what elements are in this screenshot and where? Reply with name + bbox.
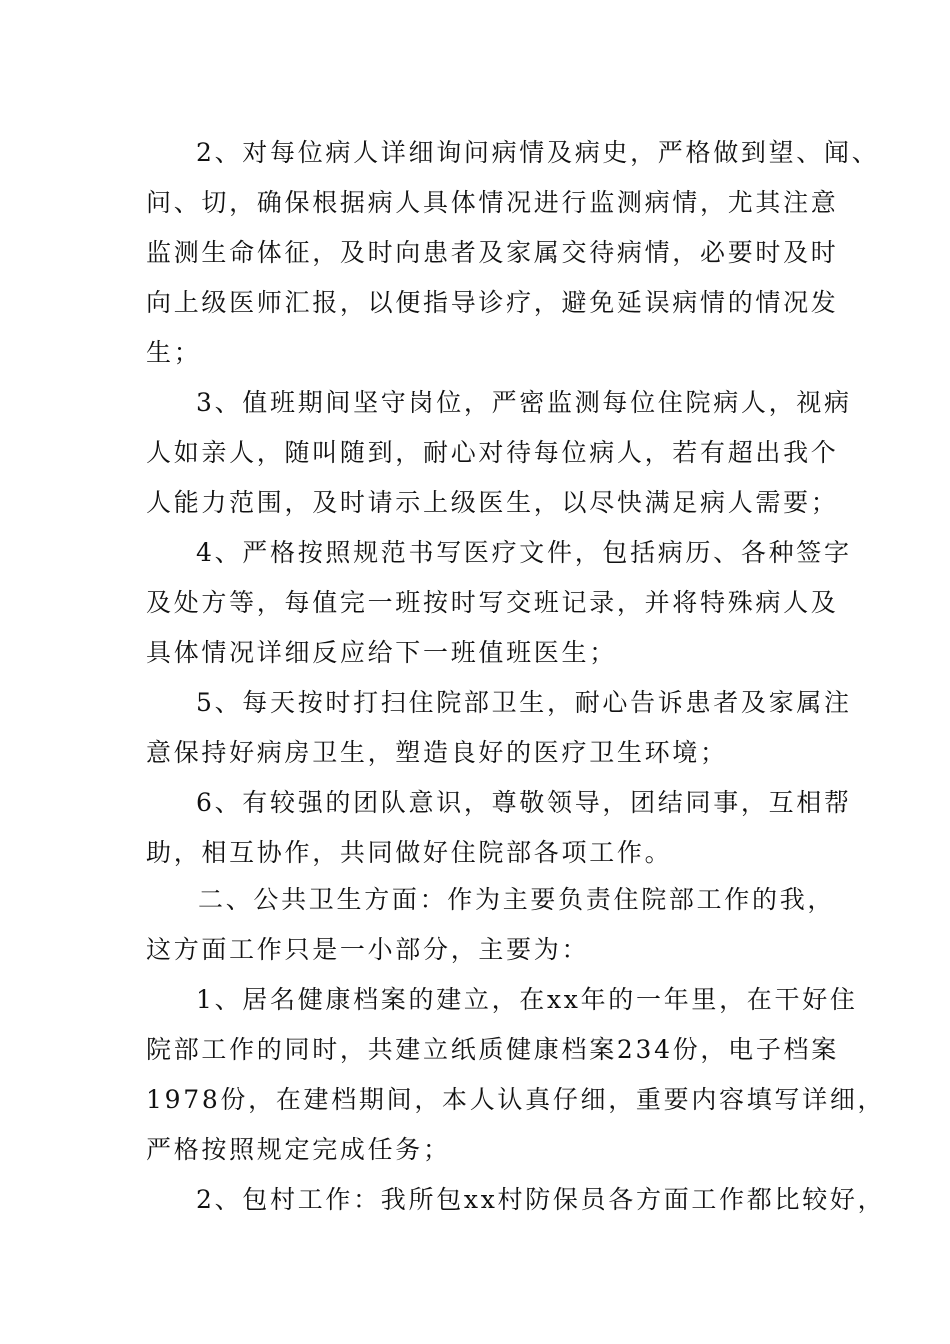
text-line: 监测生命体征，及时向患者及家属交待病情，必要时及时 bbox=[146, 238, 839, 267]
text-line: 具体情况详细反应给下一班值班医生； bbox=[146, 638, 617, 667]
text-line: 严格按照规定完成任务； bbox=[146, 1135, 451, 1164]
text-line: 这方面工作只是一小部分，主要为： bbox=[146, 935, 590, 964]
text-line: 及处方等，每值完一班按时写交班记录，并将特殊病人及 bbox=[146, 588, 839, 617]
text-line: 人如亲人，随叫随到，耐心对待每位病人，若有超出我个 bbox=[146, 438, 839, 467]
text-line: 人能力范围，及时请示上级医生，以尽快满足病人需要； bbox=[146, 488, 839, 517]
section-heading-line: 二、公共卫生方面：作为主要负责住院部工作的我， bbox=[198, 885, 836, 914]
text-line: 助，相互协作，共同做好住院部各项工作。 bbox=[146, 838, 673, 867]
text-line: 2、对每位病人详细询问病情及病史，严格做到望、闻、 bbox=[196, 138, 880, 167]
text-line: 4、严格按照规范书写医疗文件，包括病历、各种签字 bbox=[196, 538, 852, 567]
text-line: 2、包村工作：我所包xx村防保员各方面工作都比较好， bbox=[196, 1185, 886, 1214]
text-line: 5、每天按时打扫住院部卫生，耐心告诉患者及家属注 bbox=[196, 688, 852, 717]
text-line: 1、居名健康档案的建立，在xx年的一年里，在干好住 bbox=[196, 985, 858, 1014]
text-line: 3、值班期间坚守岗位，严密监测每位住院病人，视病 bbox=[196, 388, 852, 417]
text-line: 院部工作的同时，共建立纸质健康档案234份，电子档案 bbox=[146, 1035, 839, 1064]
text-line: 1978份，在建档期间，本人认真仔细，重要内容填写详细， bbox=[146, 1085, 886, 1114]
text-line: 6、有较强的团队意识，尊敬领导，团结同事，互相帮 bbox=[196, 788, 852, 817]
text-line: 生； bbox=[146, 338, 202, 367]
text-line: 问、切，确保根据病人具体情况进行监测病情，尤其注意 bbox=[146, 188, 839, 217]
text-line: 向上级医师汇报，以便指导诊疗，避免延误病情的情况发 bbox=[146, 288, 839, 317]
text-line: 意保持好病房卫生，塑造良好的医疗卫生环境； bbox=[146, 738, 728, 767]
